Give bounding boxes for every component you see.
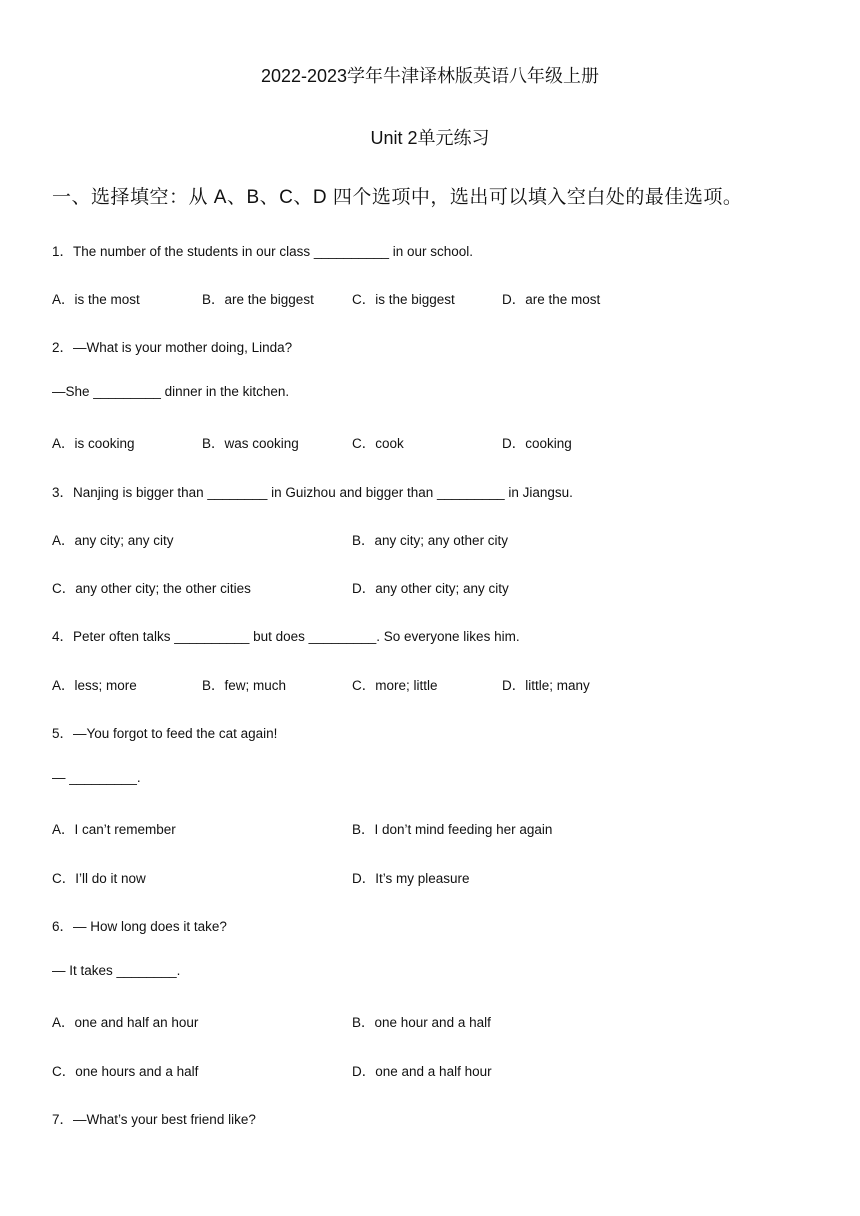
question-1-option-a: A．is the most xyxy=(52,292,140,307)
section-heading: 一、选择填空：从 A、B、C、D 四个选项中，选出可以填入空白处的最佳选项。 xyxy=(52,187,743,208)
question-1-option-d: D．are the most xyxy=(502,292,601,307)
question-3-stem: 3．Nanjing is bigger than ________ in Guizhou and bigger than _________ in Jiangsu. xyxy=(52,485,573,500)
question-1-stem: 1．The number of the students in our class __________ in our school. xyxy=(52,244,474,259)
question-4-option-a: A．less; more xyxy=(52,678,137,693)
question-6-stem-reply: — It takes ________. xyxy=(52,963,181,978)
question-6-option-d: D．one and a half hour xyxy=(352,1064,492,1079)
question-3-option-c: C．any other city; the other cities xyxy=(52,581,251,596)
question-5-stem-reply: — _________. xyxy=(52,770,141,785)
question-4-option-b: B．few; much xyxy=(202,678,287,693)
question-1-option-b: B．are the biggest xyxy=(202,292,314,307)
question-7-stem: 7．—What’s your best friend like? xyxy=(52,1112,256,1127)
question-5-option-c: C．I’ll do it now xyxy=(52,871,146,886)
question-5-option-b: B．I don’t mind feeding her again xyxy=(352,822,553,837)
question-2-option-a: A．is cooking xyxy=(52,436,135,451)
question-4-stem: 4．Peter often talks __________ but does _________. So everyone likes him. xyxy=(52,629,520,644)
question-6-option-c: C．one hours and a half xyxy=(52,1064,199,1079)
question-4-option-c: C．more; little xyxy=(352,678,438,693)
question-3-option-b: B．any city; any other city xyxy=(352,533,509,548)
question-2-option-d: D．cooking xyxy=(502,436,572,451)
question-2-option-b: B．was cooking xyxy=(202,436,299,451)
question-3-option-a: A．any city; any city xyxy=(52,533,174,548)
question-6-option-a: A．one and half an hour xyxy=(52,1015,199,1030)
question-2-option-c: C．cook xyxy=(352,436,404,451)
question-2-stem: 2．—What is your mother doing, Linda? xyxy=(52,340,293,355)
question-3-option-d: D．any other city; any city xyxy=(352,581,509,596)
question-6-option-b: B．one hour and a half xyxy=(352,1015,491,1030)
question-6-stem: 6．— How long does it take? xyxy=(52,919,227,934)
question-5-stem: 5．—You forgot to feed the cat again! xyxy=(52,726,278,741)
unit-subtitle: Unit 2单元练习 xyxy=(370,128,490,148)
worksheet-title: 2022-2023学年牛津译林版英语八年级上册 xyxy=(260,66,600,86)
question-1-option-c: C．is the biggest xyxy=(352,292,455,307)
question-4-option-d: D．little; many xyxy=(502,678,590,693)
question-2-stem-reply: —She _________ dinner in the kitchen. xyxy=(52,384,290,399)
question-5-option-d: D．It’s my pleasure xyxy=(352,871,470,886)
question-5-option-a: A．I can’t remember xyxy=(52,822,176,837)
